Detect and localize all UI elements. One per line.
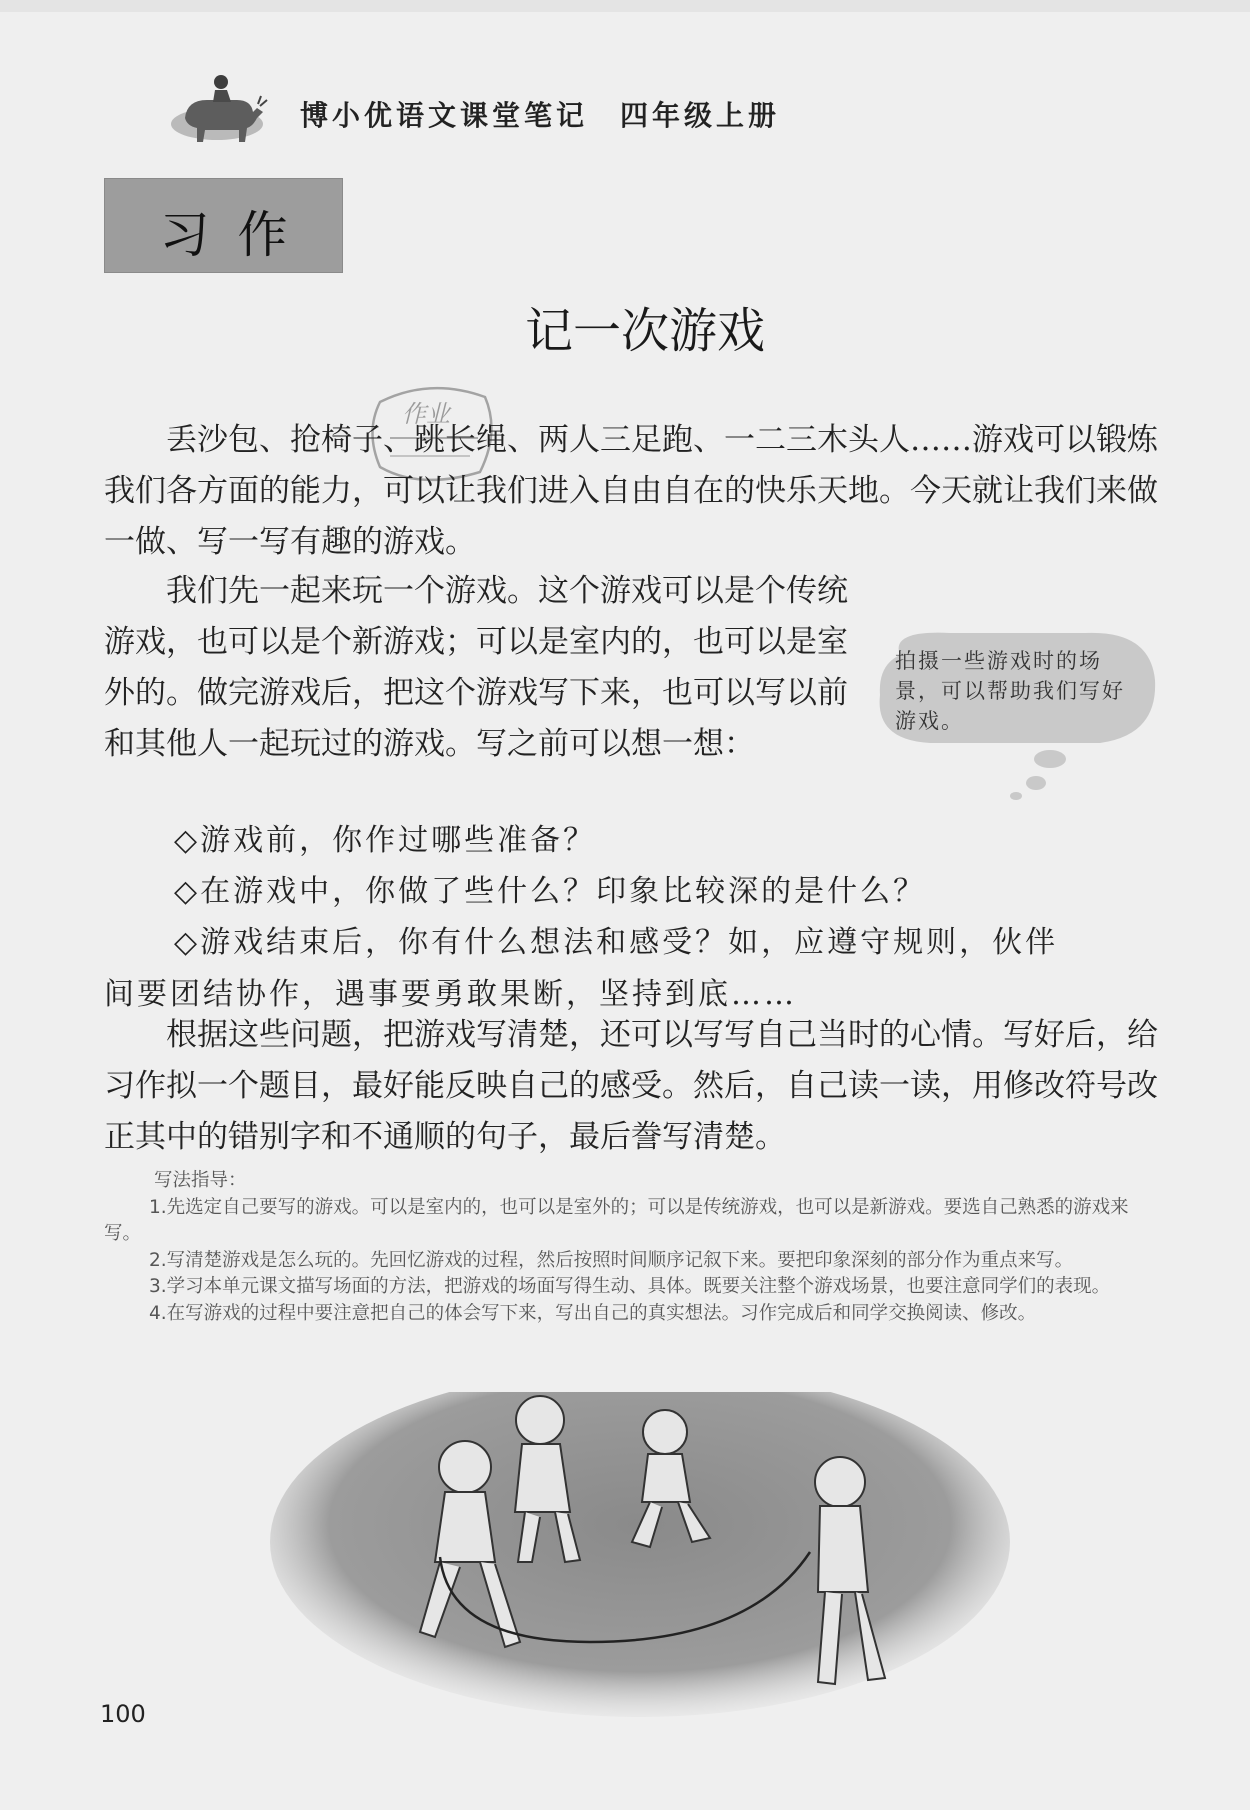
tip-item-1: 1.先选定自己要写的游戏。可以是室内的，也可以是室外的；可以是传统游戏，也可以是新游戏。要选自己熟悉的游戏来写。 — [104, 1196, 1129, 1244]
instruction-paragraph: 我们先一起来玩一个游戏。这个游戏可以是个传统游戏，也可以是个新游戏；可以是室内的，也可以是室外的。做完游戏后，把这个游戏写下来，也可以写以前和其他人一起玩过的游戏。写之前可以想一想： — [104, 573, 848, 762]
children-jumping-rope-icon — [270, 1392, 1010, 1722]
top-edge — [0, 0, 1250, 12]
page-title: 记一次游戏 — [524, 303, 765, 359]
question-3-continued: 间要团结协作，遇事要勇敢果断，坚持到底…… — [104, 977, 797, 1012]
tips-heading: 写法指导： — [154, 1170, 247, 1191]
page-number: 100 — [100, 1700, 146, 1728]
boy-riding-ox-icon — [165, 60, 275, 150]
question-2: ◇在游戏中，你做了些什么？印象比较深的是什么？ — [174, 874, 927, 909]
section-label-box — [104, 178, 343, 273]
writing-tips — [104, 1168, 1164, 1327]
closing-paragraph: 根据这些问题，把游戏写清楚，还可以写写自己当时的心情。写好后，给习作拟一个题目，最好能反映自己的感受。然后，自己读一读，用修改符号改正其中的错别字和不通顺的句子，最后誊写清楚。 — [104, 1017, 1158, 1155]
stamp-text: 作业 — [402, 400, 450, 428]
tip-item-2: 2.写清楚游戏是怎么玩的。先回忆游戏的过程，然后按照时间顺序记叙下来。要把印象深刻的部分作为重点来写。 — [149, 1249, 1074, 1271]
intro-paragraph: 丢沙包、抢椅子、跳长绳、两人三足跑、一二三木头人……游戏可以锻炼我们各方面的能力，可以让我们进入自由自在的快乐天地。今天就让我们来做一做、写一写有趣的游戏。 — [104, 422, 1158, 560]
question-1: ◇游戏前，你作过哪些准备？ — [174, 823, 597, 858]
book-title: 博小优语文课堂笔记 四年级上册 — [300, 99, 781, 132]
section-label: 习作 — [159, 206, 316, 264]
question-3: ◇游戏结束后，你有什么想法和感受？如，应遵守规则，伙伴 — [174, 925, 1059, 960]
bubble-text: 拍摄一些游戏时的场景，可以帮助我们写好游戏。 — [895, 649, 1125, 733]
tip-item-3: 3.学习本单元课文描写场面的方法，把游戏的场面写得生动、具体。既要关注整个游戏场景，也要注意同学们的表现。 — [149, 1276, 1111, 1297]
tip-item-4: 4.在写游戏的过程中要注意把自己的体会写下来，写出自己的真实想法。习作完成后和同学交换阅读、修改。 — [149, 1302, 1037, 1324]
